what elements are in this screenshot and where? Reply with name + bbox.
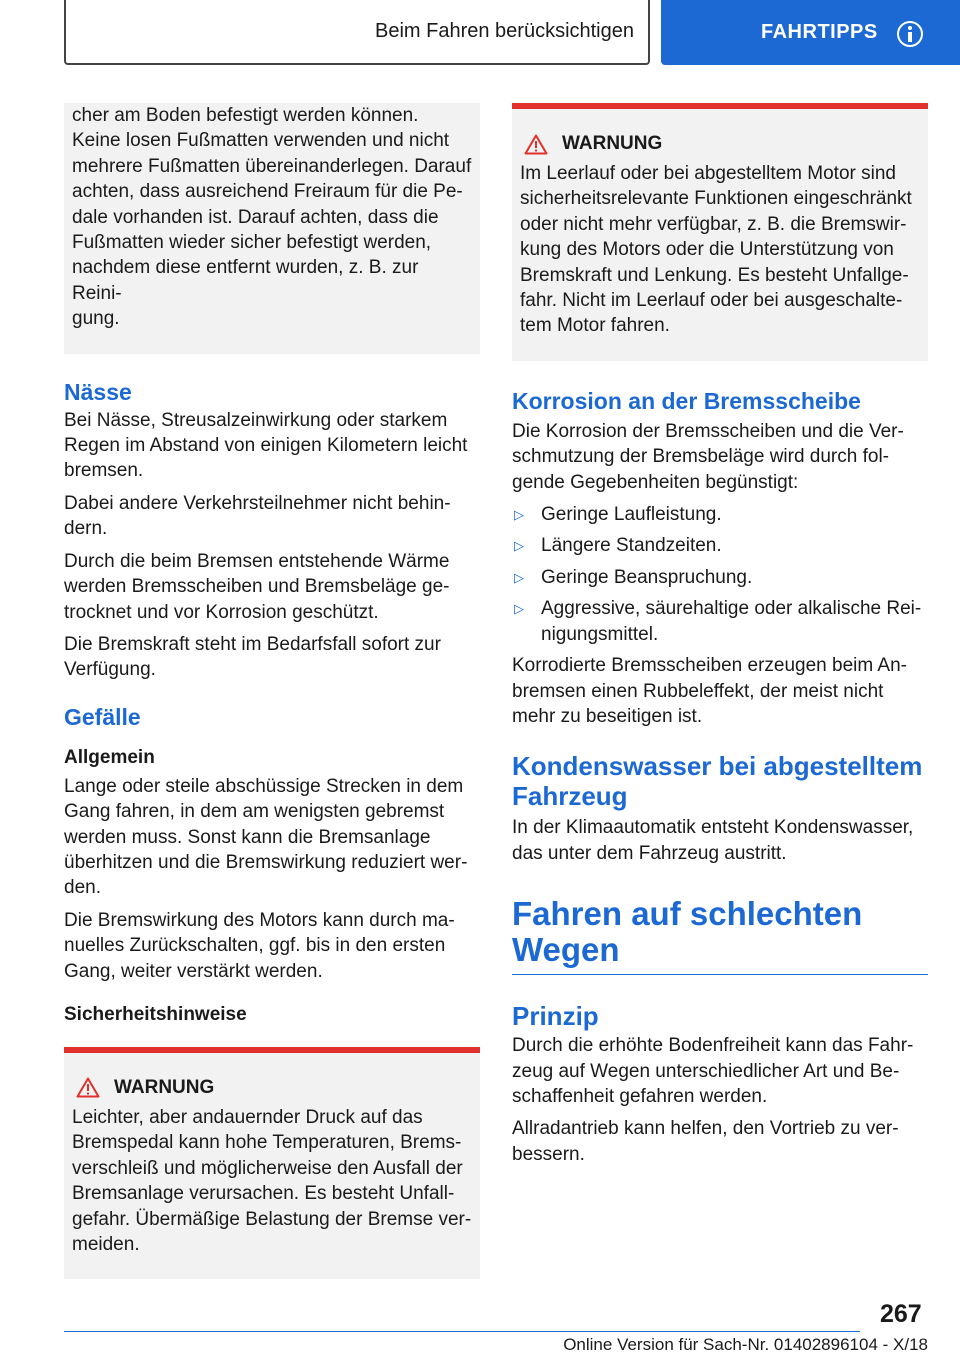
bullet-triangle-icon: ▷ — [514, 538, 524, 554]
warning-line: oder nicht mehr verfügbar, z. B. die Bremswir- — [520, 213, 907, 235]
chapter-heading-schlechte-wege: Fahren auf schlechten Wegen — [512, 895, 863, 969]
paragraph: Dabei andere Verkehrsteilnehmer nicht behin- dern. — [64, 492, 451, 540]
condition-list — [512, 502, 928, 647]
note-line: nachdem diese entfernt wurden, z. B. zur Reini- — [72, 257, 419, 304]
heading-korrosion: Korrosion an der Bremsscheibe — [512, 387, 861, 414]
warning-line: Im Leerlauf oder bei abgestelltem Motor sind — [520, 163, 896, 184]
heading-prinzip: Prinzip — [512, 1001, 599, 1032]
paragraph: Bei Nässe, Streusalzeinwirkung oder starkem Regen im Abstand von einigen Kilometern leicht bremsen. — [64, 409, 468, 482]
warning-line: sicherheitsrelevante Funktionen eingeschränkt — [520, 188, 912, 210]
paragraph: In der Klimaautomatik entsteht Kondenswasser, das unter dem Fahrzeug austritt. — [512, 817, 914, 864]
heading-naesse: Nässe — [64, 378, 132, 405]
heading-gefaelle: Gefälle — [64, 703, 141, 730]
note-line: Keine losen Fußmatten verwenden und nicht — [72, 130, 450, 152]
warning-header — [76, 1077, 472, 1099]
note-line: mehrere Fußmatten übereinanderlegen. Darauf — [72, 155, 472, 177]
warning-line: gefahr. Übermäßige Belastung der Bremse ver- — [72, 1208, 472, 1230]
paragraph: Die Bremskraft steht im Bedarfsfall sofort zur Verfügung. — [64, 633, 441, 681]
warning-line: Bremspedal kann hohe Temperaturen, Brems- — [72, 1132, 462, 1154]
warning-line: kung des Motors oder die Unterstützung von — [520, 239, 894, 261]
warning-line: Bremskraft und Lenkung. Es besteht Unfallge- — [520, 264, 909, 286]
list-item: ▷ Geringe Laufleistung. — [512, 502, 928, 527]
warning-triangle-icon — [76, 1077, 100, 1098]
continued-note-box — [64, 103, 480, 354]
subheading-sicherheitshinweise: Sicherheitshinweise — [64, 1003, 247, 1025]
warning-title: WARNUNG — [114, 1076, 215, 1098]
warning-line: tem Motor fahren. — [520, 315, 670, 337]
warning-triangle-icon — [524, 134, 548, 155]
warning-line: verschleiß und möglicherweise den Ausfall der — [72, 1157, 463, 1179]
warning-box-idle — [512, 103, 928, 361]
paragraph: Durch die beim Bremsen entstehende Wärme werden Bremsscheiben und Bremsbeläge ge- trocknet und vor Korrosion geschützt. — [64, 550, 450, 623]
note-line: cher am Boden befestigt werden können. — [72, 105, 419, 126]
paragraph: Die Korrosion der Bremsscheiben und die Ver- schmutzung der Bremsbeläge wird durch fol- gende Gegebenheiten begünstigt: — [512, 420, 904, 493]
warning-line: Bremsanlage verursachen. Es besteht Unfall- — [72, 1183, 455, 1205]
warning-line: meiden. — [72, 1234, 140, 1255]
warning-box-brake — [64, 1047, 480, 1279]
note-line: gung. — [72, 308, 120, 330]
header-chapter-tab[interactable] — [661, 0, 960, 65]
warning-title: WARNUNG — [562, 133, 663, 154]
bullet-triangle-icon: ▷ — [514, 569, 524, 585]
paragraph: Korrodierte Bremsscheiben erzeugen beim An- bremsen einen Rubbeleffekt, der meist nicht mehr zu beseitigen ist. — [512, 655, 907, 727]
warning-line: Leichter, aber andauernder Druck auf das — [72, 1106, 423, 1128]
subheading-allgemein: Allgemein — [64, 746, 155, 768]
page-number: 267 — [880, 1300, 922, 1328]
footer-rule — [64, 1331, 860, 1332]
warning-header — [524, 133, 920, 155]
note-line: dale vorhanden ist. Darauf achten, dass die — [72, 206, 439, 228]
note-line: Fußmatten wieder sicher befestigt werden, — [72, 232, 432, 254]
note-line: achten, dass ausreichend Freiraum für die Pe- — [72, 181, 463, 203]
footer-text: Online Version für Sach-Nr. 01402896104 - X/18 — [563, 1335, 928, 1354]
right-column — [512, 103, 928, 1174]
paragraph: Durch die erhöhte Bodenfreiheit kann das Fahr- zeug auf Wegen unterschiedlicher Art und Be- schaffenheit gefahren werden. — [512, 1035, 914, 1107]
warning-line: fahr. Nicht im Leerlauf oder bei ausgeschalte- — [520, 290, 903, 312]
list-item: ▷ Geringe Beanspruchung. — [512, 565, 928, 590]
header-section-title — [64, 0, 650, 65]
section-label: Beim Fahren berücksichtigen — [374, 20, 634, 42]
paragraph: Die Bremswirkung des Motors kann durch ma- nuelles Zurückschalten, ggf. bis in den ersten Gang, weiter verstärkt werden. — [64, 909, 455, 982]
list-item: ▷ Längere Standzeiten. — [512, 533, 928, 558]
paragraph: Allradantrieb kann helfen, den Vortrieb zu ver- bessern. — [512, 1118, 899, 1165]
bullet-triangle-icon: ▷ — [514, 601, 524, 617]
heading-kondenswasser: Kondenswasser bei abgestelltem Fahrzeug — [512, 751, 923, 812]
list-item: ▷ Aggressive, säurehaltige oder alkalische Rei- nigungsmittel. — [514, 598, 922, 645]
bullet-triangle-icon: ▷ — [514, 507, 524, 523]
left-column — [64, 103, 480, 1279]
paragraph: Lange oder steile abschüssige Strecken in dem Gang fahren, in dem am wenigsten gebremst werden muss. Sonst kann die Bremsanlage überhitzen und die Bremswirkung reduziert wer- den. — [64, 775, 468, 899]
info-icon[interactable] — [897, 21, 923, 47]
heading-rule — [512, 974, 928, 975]
chapter-label: FAHRTIPPS — [761, 21, 878, 43]
